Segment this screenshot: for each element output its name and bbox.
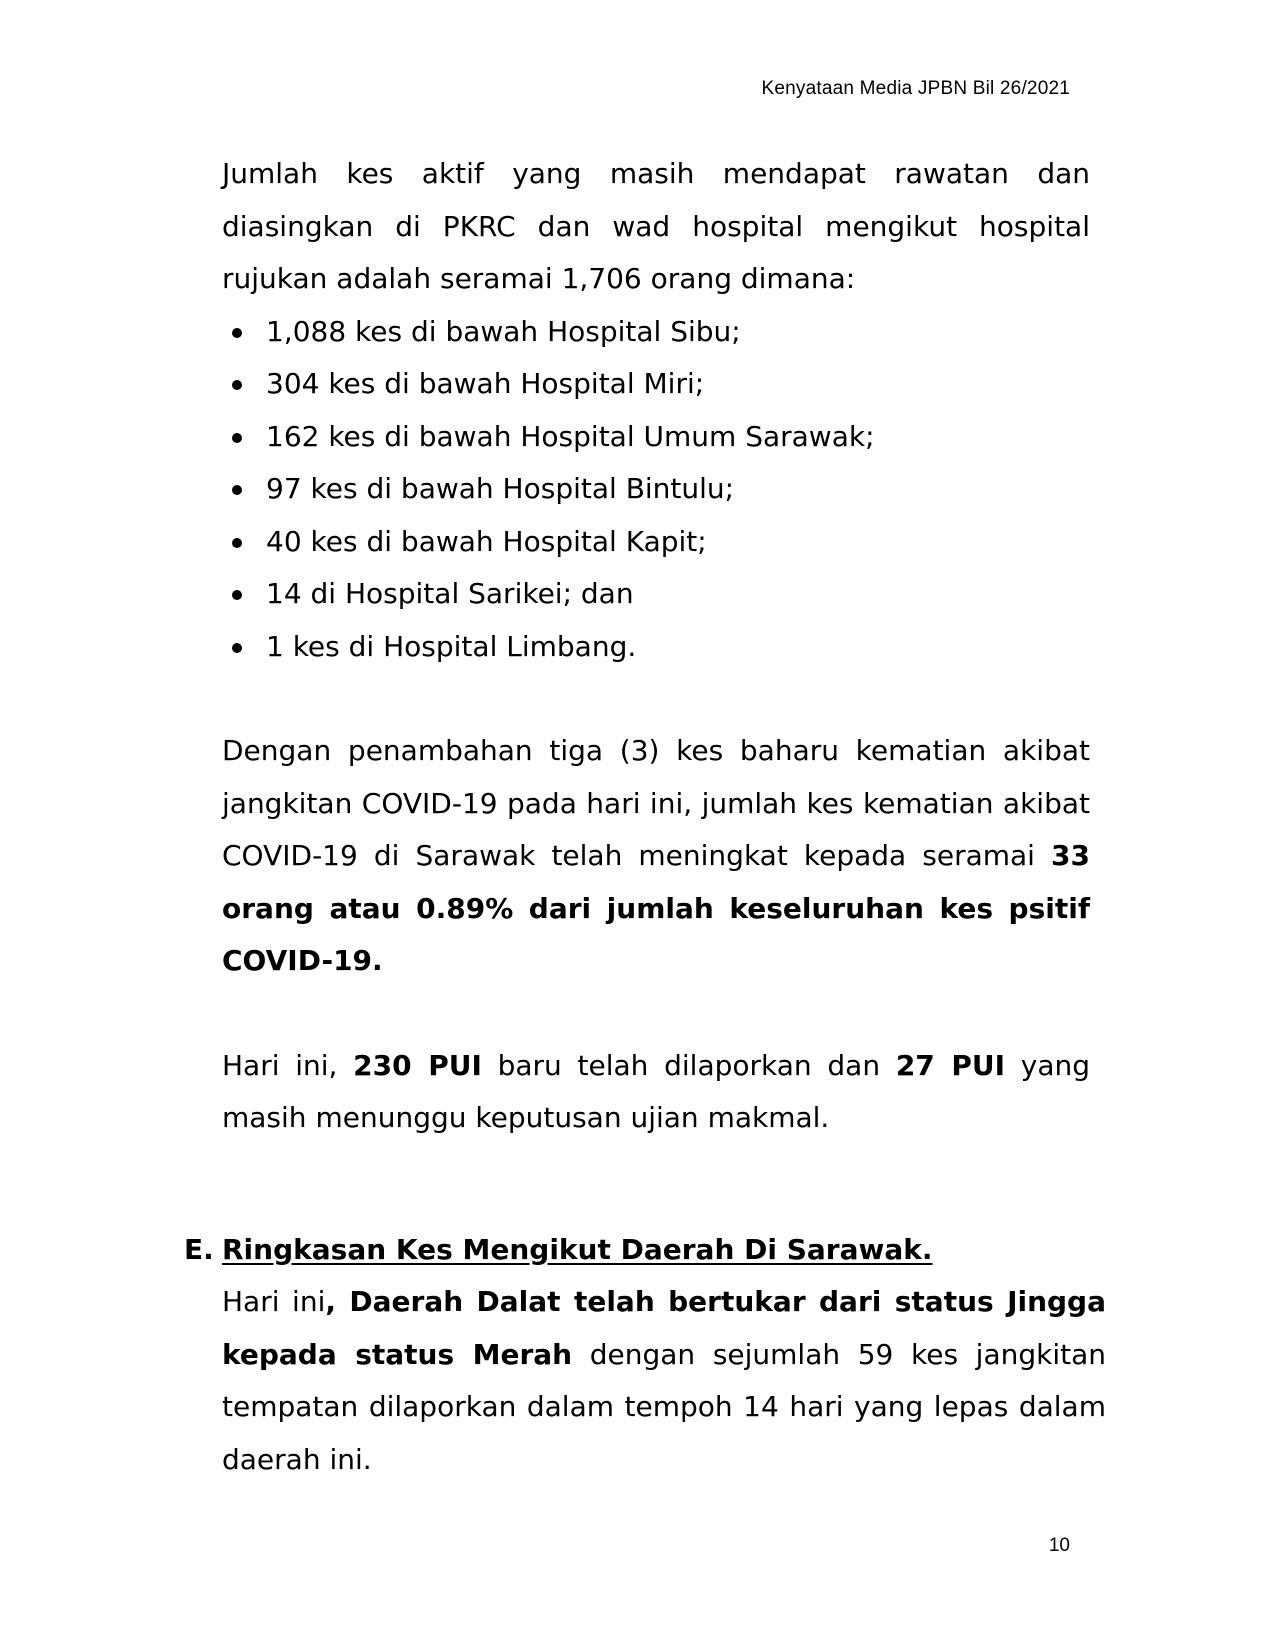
bullet-icon	[232, 538, 242, 548]
pui-text: yang masih menunggu keputusan ujian makmal.	[222, 1048, 1091, 1134]
spacer	[222, 673, 1090, 725]
list-item	[222, 358, 1090, 411]
section-body-highlight: , Daerah Dalat telah bertukar dari status Jingga kepada status Merah	[222, 1285, 1106, 1371]
section-letter: E.	[184, 1232, 214, 1266]
section-body-text: dengan sejumlah 59 kes jangkitan tempatan dilaporkan dalam tempoh 14 hari yang lepas dalam daerah ini.	[222, 1337, 1107, 1476]
pui-text: baru telah dilaporkan dan	[481, 1048, 896, 1082]
list-item	[222, 411, 1090, 464]
bullet-icon	[232, 380, 242, 390]
active-cases-intro: Jumlah kes aktif yang masih mendapat rawatan dan diasingkan di PKRC dan wad hospital mengikut hospital rujukan adalah seramai 1,706 orang dimana:	[222, 157, 1090, 295]
list-item	[222, 568, 1090, 621]
deaths-text: Dengan penambahan tiga (3) kes baharu kematian akibat jangkitan COVID-19 pada hari ini, jumlah kes kematian akibat COVID-19 di Sarawak telah meningkat kepada seramai	[222, 734, 1090, 872]
bullet-icon	[232, 590, 242, 600]
spacer	[222, 988, 1090, 1040]
hospital-case-list	[222, 306, 1090, 674]
document-header: Kenyataan Media JPBN Bil 26/2021	[761, 78, 1070, 99]
bullet-icon	[232, 433, 242, 443]
list-item-text: 1,088 kes di bawah Hospital Sibu;	[266, 314, 741, 348]
document-body	[184, 148, 1107, 1486]
list-item	[222, 516, 1090, 569]
deaths-highlight: 33 orang atau 0.89% dari jumlah keseluruhan kes psitif COVID-19.	[222, 839, 1090, 977]
deaths-paragraph	[222, 725, 1090, 988]
pui-text: Hari ini,	[222, 1048, 354, 1082]
list-item	[222, 306, 1090, 359]
list-item	[222, 621, 1090, 674]
spacer	[222, 1145, 1090, 1224]
list-item-text: 304 kes di bawah Hospital Miri;	[266, 367, 705, 400]
list-item-text: 14 di Hospital Sarikei; dan	[266, 577, 634, 610]
pui-new-count: 230 PUI	[353, 1048, 482, 1082]
list-item-text: 162 kes di bawah Hospital Umum Sarawak;	[266, 419, 875, 453]
section-heading: Ringkasan Kes Mengikut Daerah Di Sarawak.	[222, 1232, 933, 1266]
pui-paragraph	[222, 1040, 1090, 1145]
section-e-body	[222, 1276, 1106, 1486]
pui-pending-count: 27 PUI	[895, 1048, 1006, 1082]
list-item-text: 1 kes di Hospital Limbang.	[266, 629, 637, 663]
section-body-text: Hari ini	[222, 1285, 326, 1318]
bullet-icon	[232, 328, 242, 338]
list-item	[222, 463, 1090, 516]
page-number: 10	[1048, 1535, 1070, 1556]
bullet-icon	[232, 485, 242, 495]
list-item-text: 40 kes di bawah Hospital Kapit;	[266, 524, 707, 558]
section-e-title	[184, 1224, 1090, 1277]
bullet-icon	[232, 643, 242, 653]
list-item-text: 97 kes di bawah Hospital Bintulu;	[266, 472, 735, 505]
